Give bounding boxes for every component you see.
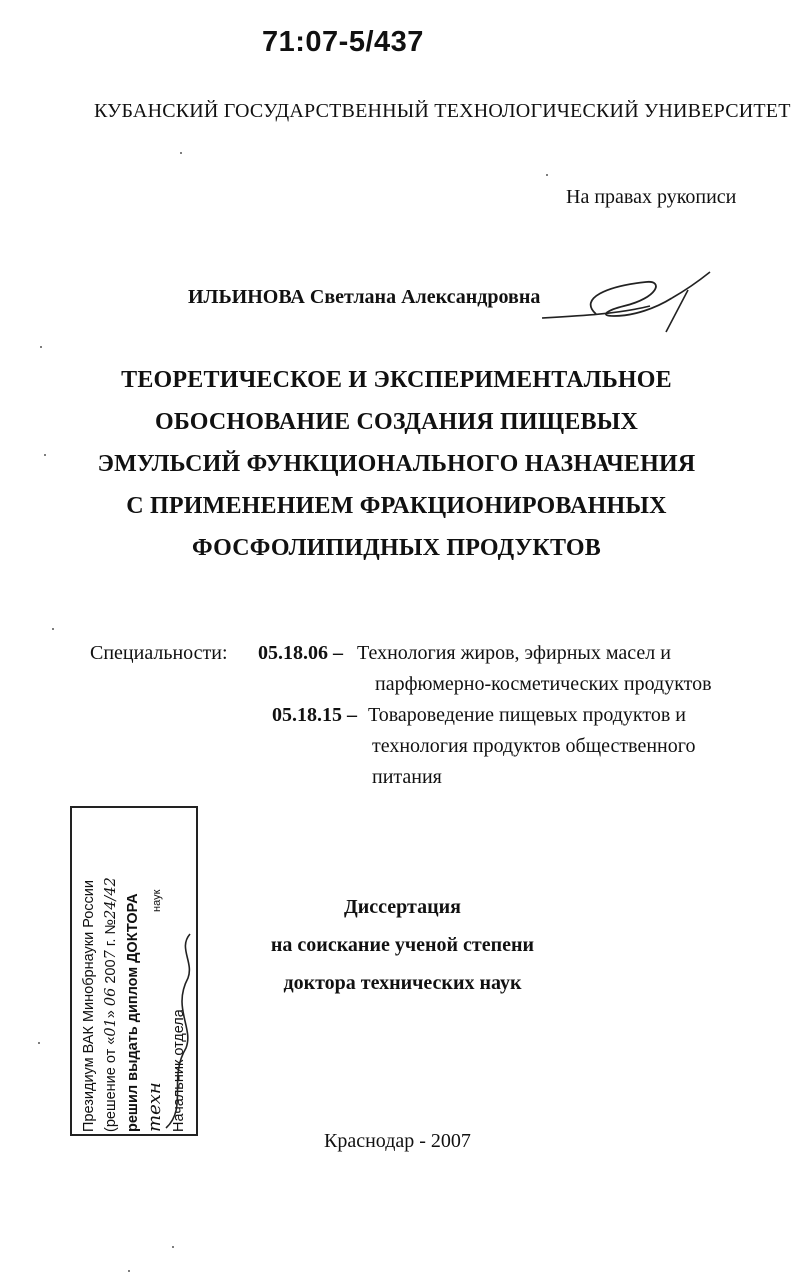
city-year: Краснодар - 2007 — [324, 1130, 471, 1152]
stamp-line: решил выдать диплом ДОКТОРА — [125, 893, 141, 1132]
specialty-name: парфюмерно-косметических продуктов — [375, 673, 712, 695]
specialty-code: 05.18.06 – — [258, 642, 343, 664]
specialty-name: технология продуктов общественного — [372, 735, 696, 757]
specialty-name: Технология жиров, эфирных масел и — [357, 642, 671, 664]
dissertation-label: Диссертация — [344, 896, 461, 918]
scan-speck — [180, 152, 182, 154]
stamp-line: Начальник отдела — [171, 1009, 187, 1132]
scan-speck — [44, 454, 46, 456]
vak-approval-stamp — [70, 806, 198, 1136]
scan-speck — [38, 1042, 40, 1044]
stamp-handwritten-month: 06 — [103, 987, 119, 1007]
scan-speck — [52, 628, 54, 630]
dissertation-title — [0, 359, 793, 569]
title-line: ФОСФОЛИПИДНЫХ ПРОДУКТОВ — [192, 535, 601, 561]
specialty-name: питания — [372, 766, 442, 788]
title-line: ТЕОРЕТИЧЕСКОЕ И ЭКСПЕРИМЕНТАЛЬНОЕ — [121, 367, 672, 393]
stamp-handwritten-field: техн — [144, 1082, 165, 1132]
scan-speck — [172, 1246, 174, 1248]
manuscript-rights-note: На правах рукописи — [566, 186, 737, 208]
stamp-line: техннаук — [144, 889, 165, 1132]
catalog-code: 71:07-5/437 — [262, 26, 424, 58]
scan-speck — [546, 174, 548, 176]
scan-speck — [128, 1270, 130, 1272]
stamp-line: (решение от «01» 06 2007 г. №24/42 — [103, 877, 119, 1132]
title-line: С ПРИМЕНЕНИЕМ ФРАКЦИОНИРОВАННЫХ — [126, 493, 667, 519]
degree-line: на соискание ученой степени — [270, 934, 535, 956]
specialty-name: Товароведение пищевых продуктов и — [368, 704, 686, 726]
university-name: КУБАНСКИЙ ГОСУДАРСТВЕННЫЙ ТЕХНОЛОГИЧЕСКИЙ УНИВЕРСИТЕТ — [94, 100, 791, 122]
specialty-code: 05.18.15 – — [272, 704, 357, 726]
stamp-line: Президиум ВАК Минобрнауки России — [81, 879, 97, 1132]
stamp-handwritten-number: 24/42 — [103, 877, 119, 920]
stamp-handwritten-day: 01 — [103, 1018, 119, 1037]
author-signature — [538, 268, 718, 338]
stamp-handwritten-year: 7 — [103, 950, 119, 960]
stamp-official-signature — [158, 928, 198, 1138]
specialties-label: Специальности: — [90, 642, 228, 664]
author-name: ИЛЬИНОВА Светлана Александровна — [188, 286, 541, 308]
scan-speck — [40, 346, 42, 348]
title-line: ЭМУЛЬСИЙ ФУНКЦИОНАЛЬНОГО НАЗНАЧЕНИЯ — [97, 451, 696, 477]
degree-line: доктора технических наук — [283, 972, 522, 994]
title-line: ОБОСНОВАНИЕ СОЗДАНИЯ ПИЩЕВЫХ — [154, 409, 639, 435]
